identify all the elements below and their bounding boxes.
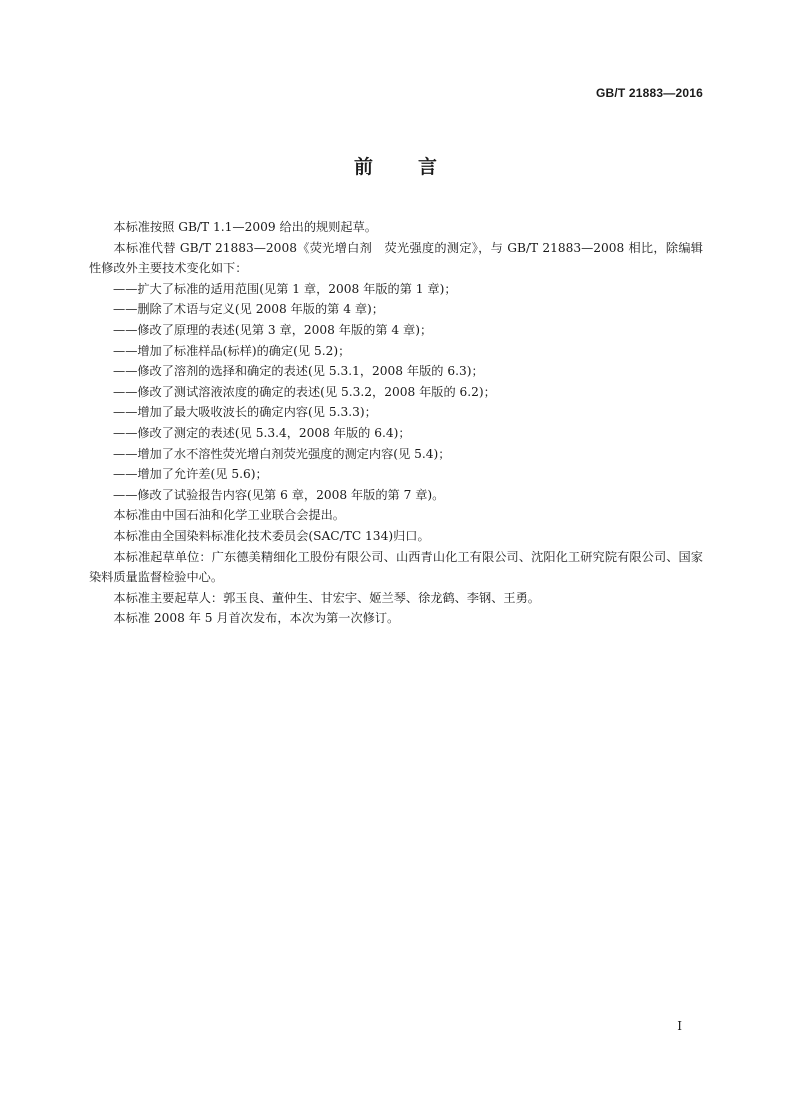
list-item: ——增加了标准样品(标样)的确定(见 5.2)； <box>113 343 351 358</box>
foreword-body <box>89 217 703 629</box>
paragraph-history: 本标准 2008 年 5 月首次发布，本次为第一次修订。 <box>113 611 400 626</box>
paragraph-drafters: 本标准主要起草人：郭玉良、董仲生、甘宏宇、姬兰琴、徐龙鹤、李钢、王勇。 <box>113 590 540 605</box>
list-item: ——删除了术语与定义(见 2008 年版的第 4 章)； <box>113 302 384 317</box>
list-item: ——修改了试验报告内容(见第 6 章，2008 年版的第 7 章)。 <box>113 487 445 502</box>
paragraph-replacement: 本标准代替 GB/T 21883—2008《荧光增白剂 荧光强度的测定》，与 GB/T 21883—2008 相比，除编辑性修改外主要技术变化如下： <box>89 240 703 276</box>
title-char-2: 言 <box>418 156 439 178</box>
list-item: ——修改了原理的表述(见第 3 章，2008 年版的第 4 章)； <box>113 322 433 337</box>
paragraph-drafting-rules: 本标准按照 GB/T 1.1—2009 给出的规则起草。 <box>113 220 377 234</box>
list-item: ——扩大了标准的适用范围(见第 1 章，2008 年版的第 1 章)； <box>113 281 457 296</box>
standard-code: GB/T 21883—2016 <box>595 86 703 100</box>
list-item: ——增加了最大吸收波长的确定内容(见 5.3.3)； <box>113 405 377 420</box>
list-item: ——修改了测试溶液浓度的确定的表述(见 5.3.2，2008 年版的 6.2)； <box>113 384 496 399</box>
paragraph-proposer: 本标准由中国石油和化学工业联合会提出。 <box>113 508 345 523</box>
page-title <box>0 152 792 179</box>
list-item: ——增加了允许差(见 5.6)； <box>113 467 268 482</box>
title-char-1: 前 <box>353 156 374 178</box>
paragraph-drafting-units: 本标准起草单位：广东德美精细化工股份有限公司、山西青山化工有限公司、沈阳化工研究院有限公司、国家染料质量监督检验中心。 <box>89 549 703 585</box>
list-item: ——增加了水不溶性荧光增白剂荧光强度的测定内容(见 5.4)； <box>113 446 451 461</box>
list-item: ——修改了测定的表述(见 5.3.4，2008 年版的 6.4)； <box>113 425 411 440</box>
paragraph-committee: 本标准由全国染料标准化技术委员会(SAC/TC 134)归口。 <box>113 528 430 543</box>
list-item: ——修改了溶剂的选择和确定的表述(见 5.3.1，2008 年版的 6.3)； <box>113 364 484 379</box>
page-number: I <box>677 1019 682 1033</box>
